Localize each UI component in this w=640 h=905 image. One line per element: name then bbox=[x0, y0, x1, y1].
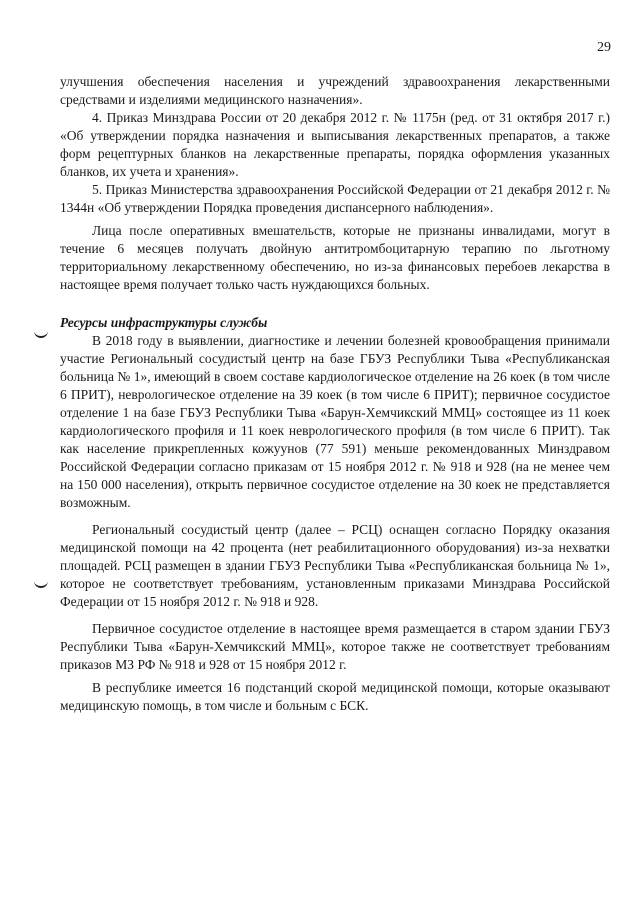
paragraph: 4. Приказ Минздрава России от 20 декабря 2012 г. № 1175н (ред. от 31 октября 2017 г.) «Об утверждении порядка назначения и выписывания лекарственных препаратов, а также форм рецептурных бланков на лекарственные препараты, порядка оформления указанных бланков, их учета и хранения». bbox=[60, 110, 610, 179]
margin-mark bbox=[34, 328, 48, 338]
paragraph: В 2018 году в выявлении, диагностике и лечении болезней кровообращения принимали участие Региональный сосудистый центр на базе ГБУЗ Республики Тыва «Республиканская больница № 1», имеющий в своем составе кардиологическое отделение на 26 коек (в том числе 6 ПРИТ), неврологическое отделение на 39 коек (в том числе 6 ПРИТ); первичное сосудистое отделение 1 на базе ГБУЗ Республики Тыва «Барун-Хемчикский ММЦ» состоящее из 11 коек кардиологического профиля и 11 коек неврологического профиля (в том числе 6 ПРИТ). Так как население прикрепленных кожуунов (77 591) меньше рекомендованных Минздравом Российской Федерации согласно приказам от 15 ноября 2012 г. № 918 и 928 (на не менее чем на 150 000 населения), открыть первичное сосудистое отделение на 30 коек не представляется возможным. bbox=[60, 333, 610, 510]
paragraph: улучшения обеспечения населения и учреждений здравоохранения лекарственными средствами и изделиями медицинского назначения». bbox=[60, 74, 610, 107]
document-body bbox=[60, 73, 610, 715]
paragraph: Региональный сосудистый центр (далее – РСЦ) оснащен согласно Порядку оказания медицинской помощи на 42 процента (нет реабилитационного оборудования) из-за нехватки площадей. РСЦ размещен в здании ГБУЗ Республики Тыва «Республиканская больница № 1», которое не соответствует требованиям, установленным приказами Минздрава Российской Федерации от 15 ноября 2012 г. № 918 и 928. bbox=[60, 522, 610, 609]
paragraph: Лица после оперативных вмешательств, которые не признаны инвалидами, могут в течение 6 месяцев получать двойную антитромбоцитарную терапию по льготному территориальному лекарственному обеспечению, но из-за финансовых перебоев лекарства в настоящее время получает только часть нуждающихся больных. bbox=[60, 223, 610, 292]
margin-mark bbox=[34, 578, 48, 588]
section-title: Ресурсы инфраструктуры службы bbox=[60, 315, 268, 330]
paragraph: 5. Приказ Министерства здравоохранения Российской Федерации от 21 декабря 2012 г. № 1344н «Об утверждении Порядка проведения диспансерного наблюдения». bbox=[60, 182, 610, 215]
paragraph: В республике имеется 16 подстанций скорой медицинской помощи, которые оказывают медицинскую помощь, в том числе и больным с БСК. bbox=[60, 680, 610, 713]
paragraph: Первичное сосудистое отделение в настоящее время размещается в старом здании ГБУЗ Республики Тыва «Барун-Хемчикский ММЦ», которое также не соответствует требованиям приказов МЗ РФ № 918 и 928 от 15 ноября 2012 г. bbox=[60, 621, 610, 672]
page-number: 29 bbox=[597, 40, 611, 55]
